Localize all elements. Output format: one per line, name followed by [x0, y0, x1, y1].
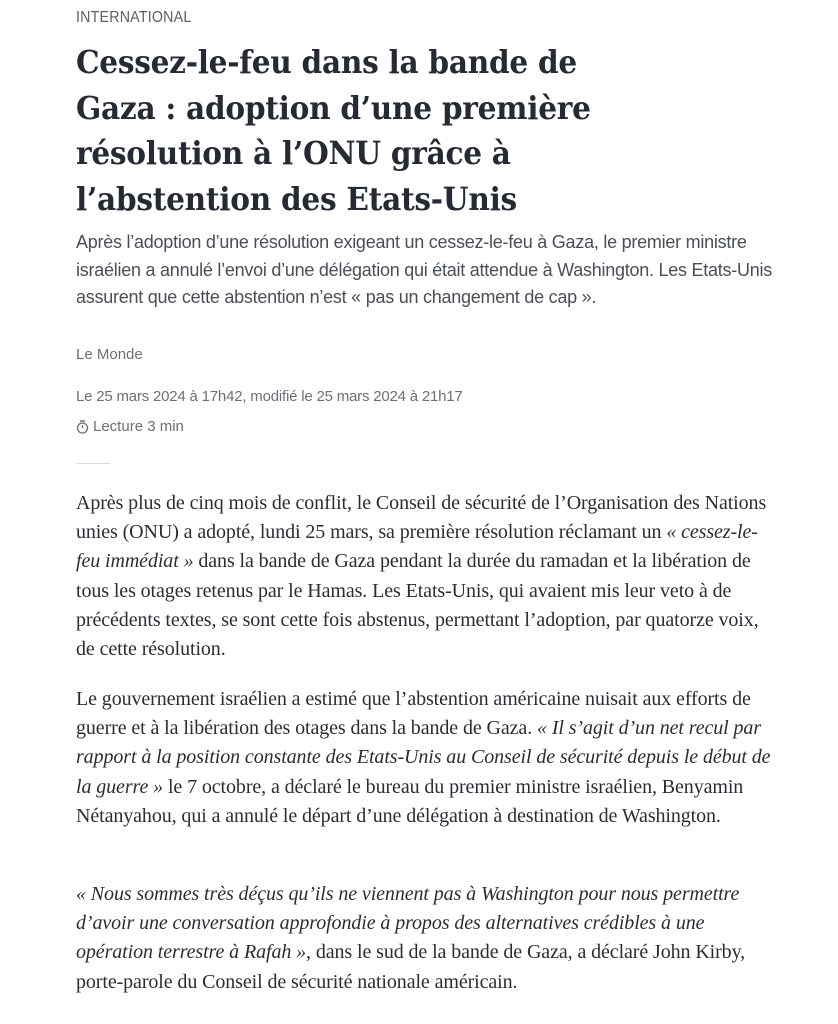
- publication-dates: Le 25 mars 2024 à 17h42, modifié le 25 mars 2024 à 21h17: [76, 388, 463, 405]
- p2-quote: « Il s’agit d’un net recul par rapport à la position constante des Etats-Unis au Conseil de sécurité depuis le début de la guerre »: [76, 717, 771, 798]
- p3-quote: « Nous sommes très déçus qu’ils ne viennent pas à Washington pour nous permettre d’avoir une conversation approfondie à propos des alternatives crédibles à une opération terrestre à Rafah »: [76, 883, 740, 964]
- article-standfirst: Après l’adoption d’une résolution exigeant un cessez-le-feu à Gaza, le premier ministre israélien a annulé l’envoi d’une délégation qui était attendue à Washington. Les Etats-Unis assurent que cette abstention n’est « pas un changement de cap ».: [76, 232, 773, 307]
- article-title: Cessez-le-feu dans la bande de Gaza : adoption d’une première résolution à l’ONU grâce à l’abstention des Etats-Unis: [76, 44, 591, 218]
- body-paragraph-3: [76, 880, 776, 997]
- p1-text-before: Après plus de cinq mois de conflit, le Conseil de sécurité de l’Organisation des Nations unies (ONU) a adopté, lundi 25 mars, sa première résolution réclamant un: [76, 492, 767, 544]
- header-divider: [76, 463, 110, 464]
- timer-icon: [76, 420, 89, 434]
- p1-quote: « cessez-le-feu immédiat »: [76, 521, 758, 573]
- article-author[interactable]: Le Monde: [76, 346, 143, 363]
- section-label[interactable]: INTERNATIONAL: [76, 9, 192, 26]
- p3-text-after: , dans le sud de la bande de Gaza, a déclaré John Kirby, porte-parole du Conseil de sécurité nationale américain.: [76, 941, 746, 993]
- p2-text-after: le 7 octobre, a déclaré le bureau du premier ministre israélien, Benyamin Nétanyahou, qui a annulé le départ d’une délégation à destination de Washington.: [76, 775, 744, 827]
- reading-time-label: Lecture 3 min: [93, 418, 184, 435]
- body-paragraph-1: [76, 489, 776, 664]
- p2-text-before: Le gouvernement israélien a estimé que l’abstention américaine nuisait aux efforts de guerre et à la libération des otages dans la bande de Gaza.: [76, 688, 751, 740]
- p1-text-after: dans la bande de Gaza pendant la durée du ramadan et la libération de tous les otages retenus par le Hamas. Les Etats-Unis, qui avaient mis leur veto à de précédents textes, se sont cette fois abstenus, permettant l’adoption, par quatorze voix, de cette résolution.: [76, 550, 759, 661]
- body-paragraph-2: [76, 685, 776, 831]
- reading-time: [76, 418, 184, 435]
